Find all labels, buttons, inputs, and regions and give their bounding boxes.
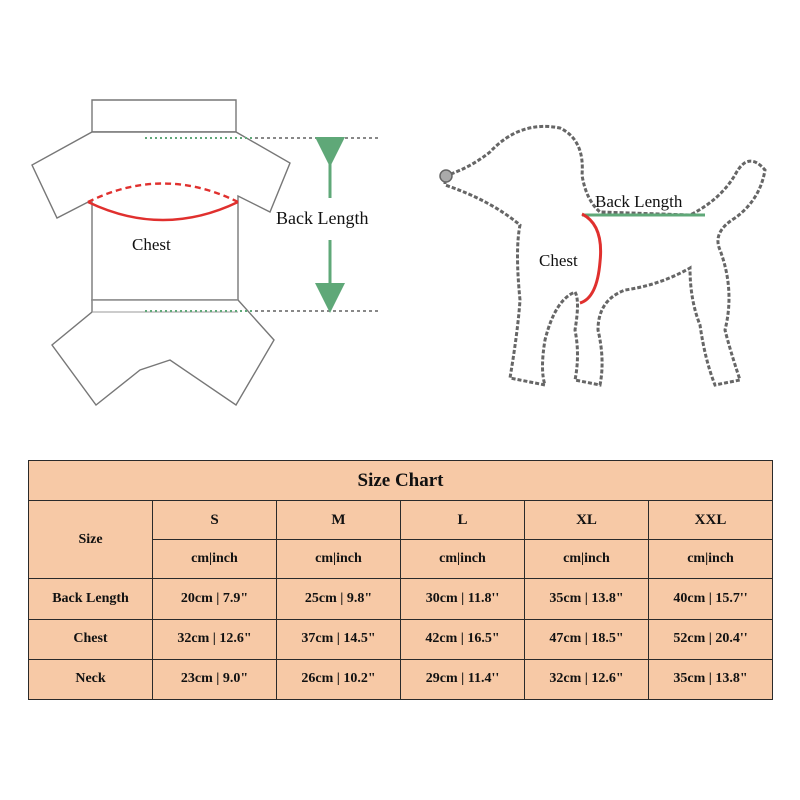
- size-chart-title-row: [29, 461, 773, 501]
- table-row: [29, 619, 773, 659]
- table-cell: 26cm | 10.2": [277, 659, 401, 699]
- unit-cell: cm|inch: [153, 540, 277, 579]
- garment-back-length-label: Back Length: [276, 208, 369, 228]
- table-cell: 20cm | 7.9": [153, 579, 277, 619]
- dog-back-length-label: Back Length: [595, 192, 683, 211]
- size-chart-table: [28, 460, 773, 700]
- table-cell: 37cm | 14.5": [277, 619, 401, 659]
- dog-nose-icon: [440, 170, 452, 182]
- table-cell: 23cm | 9.0": [153, 659, 277, 699]
- table-cell: 52cm | 20.4'': [649, 619, 773, 659]
- table-cell: 25cm | 9.8": [277, 579, 401, 619]
- size-header-row: [29, 501, 773, 540]
- table-cell: 35cm | 13.8": [649, 659, 773, 699]
- row-label: Neck: [29, 659, 153, 699]
- table-cell: 35cm | 13.8": [525, 579, 649, 619]
- table-row: [29, 579, 773, 619]
- unit-cell: cm|inch: [525, 540, 649, 579]
- size-header-cell: Size: [29, 501, 153, 579]
- table-cell: 47cm | 18.5": [525, 619, 649, 659]
- table-cell: 42cm | 16.5": [401, 619, 525, 659]
- size-chart-title: Size Chart: [29, 461, 773, 501]
- row-label: Chest: [29, 619, 153, 659]
- table-cell: 29cm | 11.4'': [401, 659, 525, 699]
- table-row: [29, 659, 773, 699]
- size-col-header: L: [401, 501, 525, 540]
- table-cell: 32cm | 12.6": [525, 659, 649, 699]
- table-cell: 30cm | 11.8'': [401, 579, 525, 619]
- table-cell: 40cm | 15.7'': [649, 579, 773, 619]
- size-col-header: S: [153, 501, 277, 540]
- dog-chest-loop: [580, 214, 601, 303]
- row-label: Back Length: [29, 579, 153, 619]
- dog-outline: [445, 126, 765, 385]
- garment-chest-label: Chest: [132, 235, 171, 254]
- unit-cell: cm|inch: [277, 540, 401, 579]
- unit-cell: cm|inch: [649, 540, 773, 579]
- size-col-header: XL: [525, 501, 649, 540]
- unit-cell: cm|inch: [401, 540, 525, 579]
- dog-chest-label: Chest: [539, 251, 578, 270]
- size-col-header: M: [277, 501, 401, 540]
- table-cell: 32cm | 12.6": [153, 619, 277, 659]
- size-col-header: XXL: [649, 501, 773, 540]
